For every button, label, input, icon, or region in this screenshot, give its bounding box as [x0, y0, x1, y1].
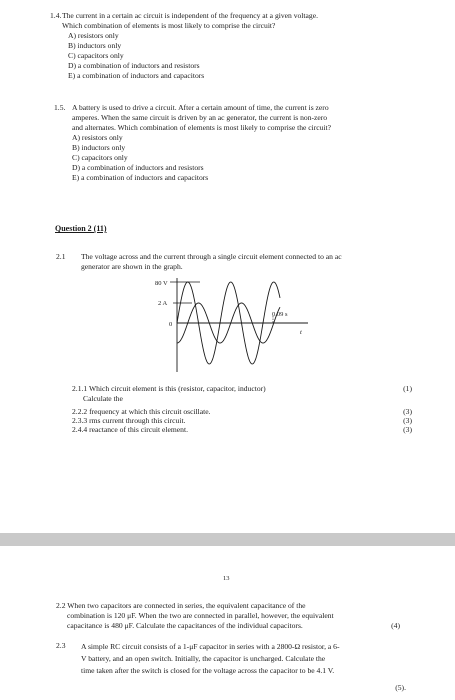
origin-label: 0	[169, 321, 173, 328]
option-b: B) inductors only	[72, 143, 126, 152]
sub-question-text: 2.3.3 rms current through this circuit.	[72, 416, 186, 425]
option-a: A) resistors only	[72, 133, 123, 142]
marks: (3)	[403, 416, 412, 425]
current-label: 2 A	[158, 300, 168, 307]
sub-question-text: 2.2.2 frequency at which this circuit oscillate.	[72, 407, 211, 416]
stem-line: Which combination of elements is most likely to comprise the circuit?	[62, 21, 276, 30]
option-d: D) a combination of inductors and resistors	[68, 61, 200, 70]
marks: (3)	[403, 407, 412, 416]
time-label: 0.09 s	[272, 311, 288, 318]
option-b: B) inductors only	[68, 41, 122, 50]
question-1-4	[50, 11, 410, 81]
stem-line: combination is 120 μF. When the two are connected in parallel, however, the equivalent	[67, 611, 334, 620]
option-c: C) capacitors only	[68, 51, 124, 60]
question-stem	[62, 11, 407, 81]
question-number: 2.1	[56, 252, 66, 261]
stem-line: A simple RC circuit consists of a 1-μF capacitor in series with a 2800-Ω resistor, a 6-	[81, 642, 340, 651]
stem-line: The voltage across and the current through a single circuit element connected to an ac	[81, 252, 342, 261]
stem-line: 2.2 When two capacitors are connected in series, the equivalent capacitance of the	[56, 601, 306, 610]
option-list	[72, 133, 412, 183]
marks: (1)	[403, 384, 412, 393]
question-stem	[81, 641, 406, 694]
marks: (3)	[403, 425, 412, 434]
question-2-2	[56, 601, 406, 633]
page-number: 13	[223, 575, 230, 582]
page-gap	[0, 533, 455, 546]
graph-svg	[140, 276, 315, 378]
question-number: 1.5.	[54, 103, 66, 112]
stem-line: generator are shown in the graph.	[81, 262, 183, 271]
question-1-5	[54, 103, 414, 193]
marks: (4)	[391, 621, 400, 630]
voltage-current-graph	[140, 276, 315, 378]
stem-line: time taken after the switch is closed for the voltage across the capacitor to be 4.1 V.	[81, 666, 335, 675]
option-list	[68, 31, 407, 81]
question-2-1	[56, 252, 406, 274]
question-number: 1.4.	[50, 11, 62, 20]
option-e: E) a combination of inductors and capacitors	[68, 71, 205, 80]
stem-line-with-marks	[56, 621, 406, 631]
option-c: C) capacitors only	[72, 153, 128, 162]
question-2-3	[56, 641, 406, 700]
stem-line: and alternates. Which combination of elements is most likely to comprise the circuit?	[72, 123, 332, 132]
sub-question-text: Calculate the	[83, 394, 123, 403]
section-title: Question 2 (11)	[55, 224, 107, 233]
sub-question-text: 2.1.1 Which circuit element is this (resistor, capacitor, inductor)	[72, 384, 266, 393]
option-d: D) a combination of inductors and resistors	[72, 163, 204, 172]
stem-line: capacitance is 480 μF. Calculate the capacitances of the individual capacitors.	[67, 621, 303, 630]
question-stem	[81, 252, 406, 272]
option-e: E) a combination of inductors and capacitors	[72, 173, 209, 182]
stem-line: The current in a certain ac circuit is independent of the frequency at a given voltage.	[62, 11, 318, 20]
stem-line: V battery, and an open switch. Initially, the capacitor is uncharged. Calculate the	[81, 654, 326, 663]
t-axis-label: t	[300, 329, 302, 336]
question-number: 2.3	[56, 641, 66, 650]
question-stem	[72, 103, 412, 183]
marks: (5).	[395, 683, 406, 692]
stem-line: A battery is used to drive a circuit. After a certain amount of time, the current is zero	[72, 103, 329, 112]
option-a: A) resistors only	[68, 31, 119, 40]
sub-question-text: 2.4.4 reactance of this circuit element.	[72, 425, 188, 434]
voltage-label: 80 V	[155, 280, 168, 287]
stem-line: amperes. When the same circuit is driven by an ac generator, the current is non-zero	[72, 113, 328, 122]
